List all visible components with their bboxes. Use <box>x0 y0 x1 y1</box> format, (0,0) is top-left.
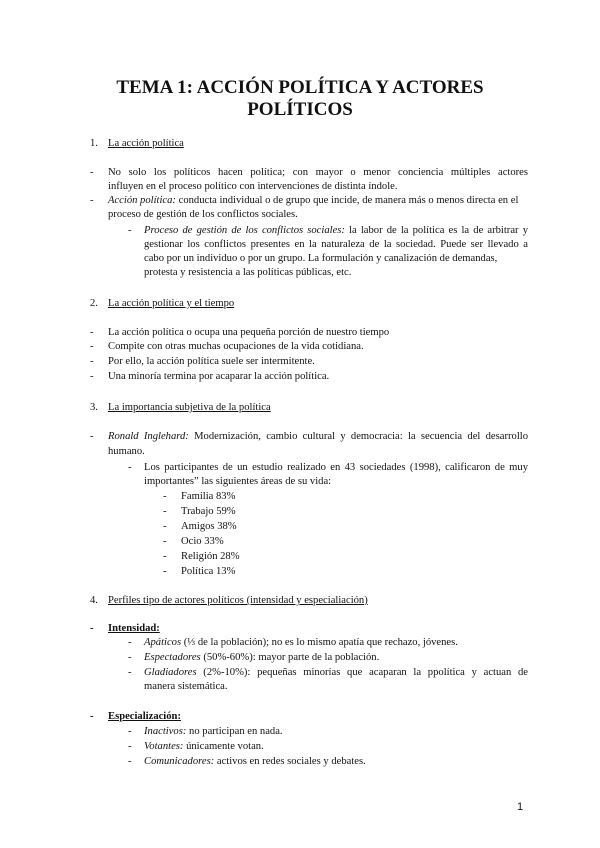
author-name: Ronald Inglehard: <box>108 431 189 442</box>
paragraph-line: influyen en el proceso político con intervenciones de distinta índole. <box>108 181 398 192</box>
section-heading: Perfiles tipo de actores políticos (intensidad y especialiación) <box>108 595 368 606</box>
term: Apáticos <box>144 637 182 648</box>
bullet-marker: - <box>90 711 94 722</box>
bullet-marker: - <box>128 637 132 648</box>
section-number: 2. <box>90 298 98 309</box>
page-number: 1 <box>517 801 524 813</box>
bullet-marker: - <box>163 536 167 547</box>
bullet-marker: - <box>90 327 94 338</box>
list-item: Trabajo 59% <box>181 506 236 517</box>
bullet-marker: - <box>128 462 132 473</box>
bullet-marker: - <box>90 623 94 634</box>
term: Gladiadores <box>144 667 197 678</box>
bullet-marker: - <box>90 195 94 206</box>
list-item <box>144 725 283 739</box>
list-item: Una minoría termina por acaparar la acción política. <box>108 371 330 382</box>
paragraph-line: No solo los políticos hacen política; con mayor o menor conciencia múltiples actores <box>108 167 528 178</box>
bullet-marker: - <box>90 431 94 442</box>
list-item <box>144 651 379 665</box>
list-item <box>144 636 458 650</box>
text: la labor de la política es la de arbitrar y <box>344 225 528 236</box>
list-item: Amigos 38% <box>181 521 237 532</box>
list-item: Ocio 33% <box>181 536 224 547</box>
list-item: Política 13% <box>181 566 236 577</box>
bullet-marker: - <box>163 506 167 517</box>
bullet-marker: - <box>128 225 132 236</box>
bullet-marker: - <box>128 756 132 767</box>
text: Modernización, cambio cultural y democracia: la secuencia del desarrollo <box>188 431 528 442</box>
page-title: TEMA 1: ACCIÓN POLÍTICA Y ACTORES <box>116 77 484 98</box>
paragraph-line: manera sistemática. <box>144 681 228 692</box>
term: Comunicadores: <box>144 756 215 767</box>
section-heading: La acción política y el tiempo <box>108 298 235 309</box>
bullet-marker: - <box>163 566 167 577</box>
paragraph-line: proceso de gestión de los conflictos sociales. <box>108 209 298 220</box>
bullet-marker: - <box>90 356 94 367</box>
subheading: Intensidad: <box>108 623 160 634</box>
text: (2%-10%): pequeñas minorías que acaparan la ppolítica y actuan de <box>196 667 528 678</box>
bullet-marker: - <box>163 491 167 502</box>
list-item <box>144 740 264 754</box>
list-item: Compite con otras muchas ocupaciones de la vida cotidiana. <box>108 341 364 352</box>
subheading: Especialización: <box>108 711 181 722</box>
bullet-marker: - <box>90 371 94 382</box>
paragraph-line <box>108 194 518 208</box>
paragraph-line: gestionar los conflictos presentes en la naturaleza de la sociedad. Puede ser llevado a <box>144 239 528 250</box>
term: Proceso de gestión de los conflictos sociales: <box>144 225 345 236</box>
bullet-marker: - <box>128 667 132 678</box>
bullet-marker: - <box>128 652 132 663</box>
text: (50%-60%): mayor parte de la población. <box>200 652 380 663</box>
list-item: Familia 83% <box>181 491 236 502</box>
section-heading: La importancia subjetiva de la política <box>108 402 271 413</box>
bullet-marker: - <box>90 341 94 352</box>
paragraph-line: Los participantes de un estudio realizado en 43 sociedades (1998), calificaron de muy <box>144 462 528 473</box>
text: (⅓ de la población); no es lo mismo apatía que rechazo, jóvenes. <box>181 637 458 648</box>
page-title-line2: POLÍTICOS <box>247 99 353 120</box>
list-item: La acción política o ocupa una pequeña porción de nuestro tiempo <box>108 327 390 338</box>
section-number: 3. <box>90 402 98 413</box>
paragraph-line <box>144 224 528 238</box>
bullet-marker: - <box>163 521 167 532</box>
term: Inactivos: <box>144 726 187 737</box>
paragraph-line: humano. <box>108 446 145 457</box>
text: no participan en nada. <box>186 726 283 737</box>
section-heading: La acción política <box>108 138 184 149</box>
term: Acción política: <box>108 195 176 206</box>
list-item: Religión 28% <box>181 551 240 562</box>
term: Espectadores <box>144 652 201 663</box>
paragraph-line <box>108 430 528 444</box>
list-item <box>144 755 366 769</box>
section-number: 1. <box>90 138 98 149</box>
bullet-marker: - <box>128 741 132 752</box>
paragraph-line: cabo por un individuo o por un grupo. La formulación y canalización de demandas, <box>144 253 498 264</box>
term: Votantes: <box>144 741 184 752</box>
text: activos en redes sociales y debates. <box>214 756 366 767</box>
bullet-marker: - <box>90 167 94 178</box>
text: únicamente votan. <box>183 741 264 752</box>
bullet-marker: - <box>128 726 132 737</box>
list-item <box>144 666 528 680</box>
section-number: 4. <box>90 595 98 606</box>
paragraph-line: importantes” las siguientes áreas de su vida: <box>144 476 332 487</box>
bullet-marker: - <box>163 551 167 562</box>
list-item: Por ello, la acción política suele ser intermitente. <box>108 356 315 367</box>
text: conducta individual o de grupo que incide, de manera más o menos directa en el <box>175 195 519 206</box>
paragraph-line: protesta y resistencia a las políticas públicas, etc. <box>144 267 352 278</box>
